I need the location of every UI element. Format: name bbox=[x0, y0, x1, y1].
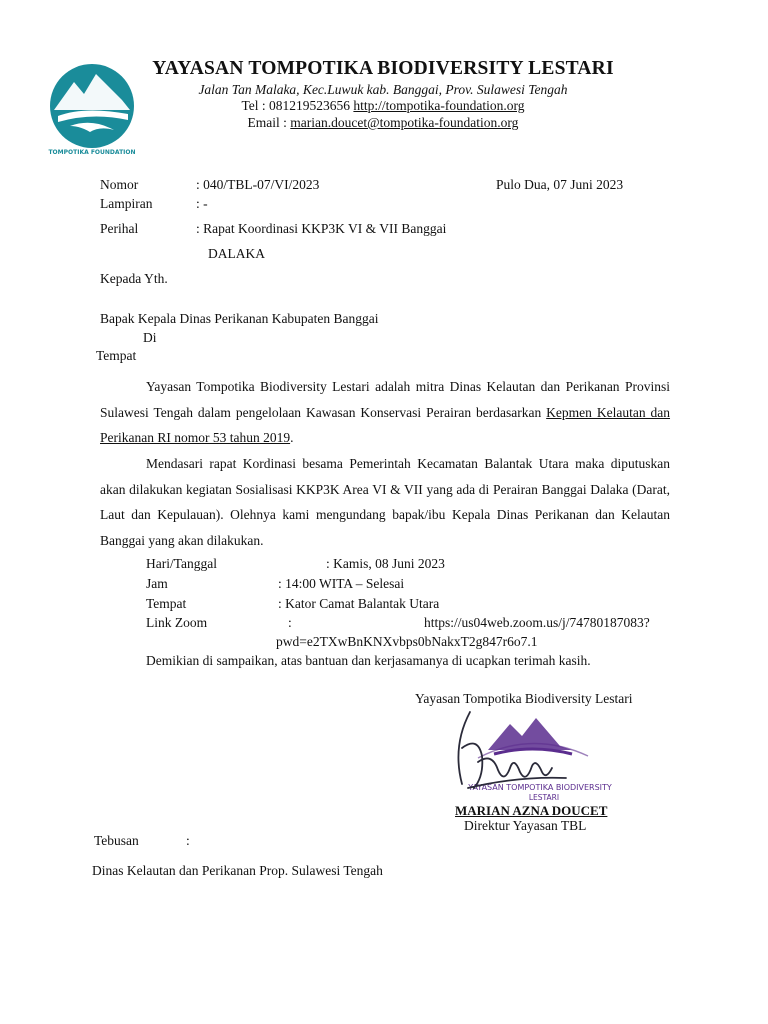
org-address: Jalan Tan Malaka, Kec.Luwuk kab. Banggai, Prov. Sulawesi Tengah bbox=[198, 82, 568, 97]
p1-text: Yayasan Tompotika Biodiversity Lestari adalah mitra Dinas Kelautan dan Perikanan Provinsi Sulawesi Tengah dalam pengelolaan Kawasan Konservasi Perairan berdasarkan bbox=[100, 379, 670, 420]
recipient-name: Bapak Kepala Dinas Perikanan Kabupaten Banggai bbox=[100, 311, 379, 326]
recipient-di: Di bbox=[143, 330, 157, 345]
org-email-line bbox=[138, 115, 628, 131]
tel-text: Tel : 081219523656 bbox=[241, 98, 354, 113]
lampiran-label: Lampiran bbox=[100, 196, 153, 211]
foundation-logo bbox=[44, 60, 140, 156]
perihal-label: Perihal bbox=[100, 221, 139, 236]
hari-value: : Kamis, 08 Juni 2023 bbox=[326, 556, 445, 571]
jam-label: Jam bbox=[146, 576, 168, 591]
nomor-label: Nomor bbox=[100, 177, 139, 192]
recipient-tempat: Tempat bbox=[96, 348, 137, 363]
zoom-label: Link Zoom bbox=[146, 615, 208, 630]
kepada-yth: Kepada Yth. bbox=[100, 271, 168, 286]
nomor-value: : 040/TBL-07/VI/2023 bbox=[196, 177, 320, 192]
org-title: YAYASAN TOMPOTIKA BIODIVERSITY LESTARI bbox=[152, 58, 614, 79]
signature-stamp bbox=[448, 706, 618, 802]
signature-org: Yayasan Tompotika Biodiversity Lestari bbox=[415, 691, 633, 706]
tempat-label: Tempat bbox=[146, 596, 187, 611]
org-contact-line bbox=[138, 98, 628, 114]
email-label: Email : bbox=[247, 115, 291, 130]
signatory-name: MARIAN AZNA DOUCET bbox=[455, 803, 608, 818]
place-date: Pulo Dua, 07 Juni 2023 bbox=[496, 177, 624, 192]
stamp-mountain-icon bbox=[478, 718, 588, 758]
signatory-title: Direktur Yayasan TBL bbox=[464, 818, 587, 833]
hari-label: Hari/Tanggal bbox=[146, 556, 218, 571]
cc-label: Tebusan bbox=[94, 833, 139, 848]
stamp-text-1: YAYASAN TOMPOTIKA BIODIVERSITY bbox=[468, 783, 612, 792]
logo-text: TOMPOTIKA FOUNDATION bbox=[48, 149, 136, 156]
p1-end: . bbox=[290, 430, 294, 445]
closing-text: Demikian di sampaikan, atas bantuan dan kerjasamanya di ucapkan terimah kasih. bbox=[146, 653, 591, 668]
kepmen-reference: Kepmen Kelautan dan Perikanan RI nomor 53 tahun 2019 bbox=[100, 404, 671, 445]
cc-item: Dinas Kelautan dan Perikanan Prop. Sulawesi Tengah bbox=[92, 863, 383, 878]
perihal-continuation: DALAKA bbox=[208, 246, 265, 261]
body-paragraph-1 bbox=[100, 374, 670, 451]
zoom-colon: : bbox=[288, 615, 292, 630]
jam-value: : 14:00 WITA – Selesai bbox=[278, 576, 405, 591]
website-link[interactable]: http://tompotika-foundation.org bbox=[353, 98, 525, 113]
tempat-value: : Kator Camat Balantak Utara bbox=[278, 596, 440, 611]
cc-colon: : bbox=[186, 833, 190, 848]
body-paragraph-2 bbox=[100, 451, 670, 553]
zoom-url-line-1[interactable]: https://us04web.zoom.us/j/74780187083? bbox=[424, 615, 650, 630]
zoom-url-line-2[interactable]: pwd=e2TXwBnKNXvbps0bNakxT2g847r6o7.1 bbox=[276, 634, 538, 649]
perihal-value: : Rapat Koordinasi KKP3K VI & VII Banggai bbox=[196, 221, 447, 236]
lampiran-value: : - bbox=[196, 196, 208, 211]
p2-text: Mendasari rapat Kordinasi besama Pemerintah Kecamatan Balantak Utara maka diputuskan akan dilakukan kegiatan Sosialisasi KKP3K Area VI & VII yang ada di Perairan Banggai Dalaka (Darat, Laut dan Kepulauan). Olehnya kami mengundang bapak/ibu Kepala Dinas Perikanan dan Kelautan Banggai yang akan dilakukan. bbox=[100, 456, 670, 548]
stamp-text-2: LESTARI bbox=[528, 793, 560, 802]
email-link[interactable]: marian.doucet@tompotika-foundation.org bbox=[290, 115, 519, 130]
